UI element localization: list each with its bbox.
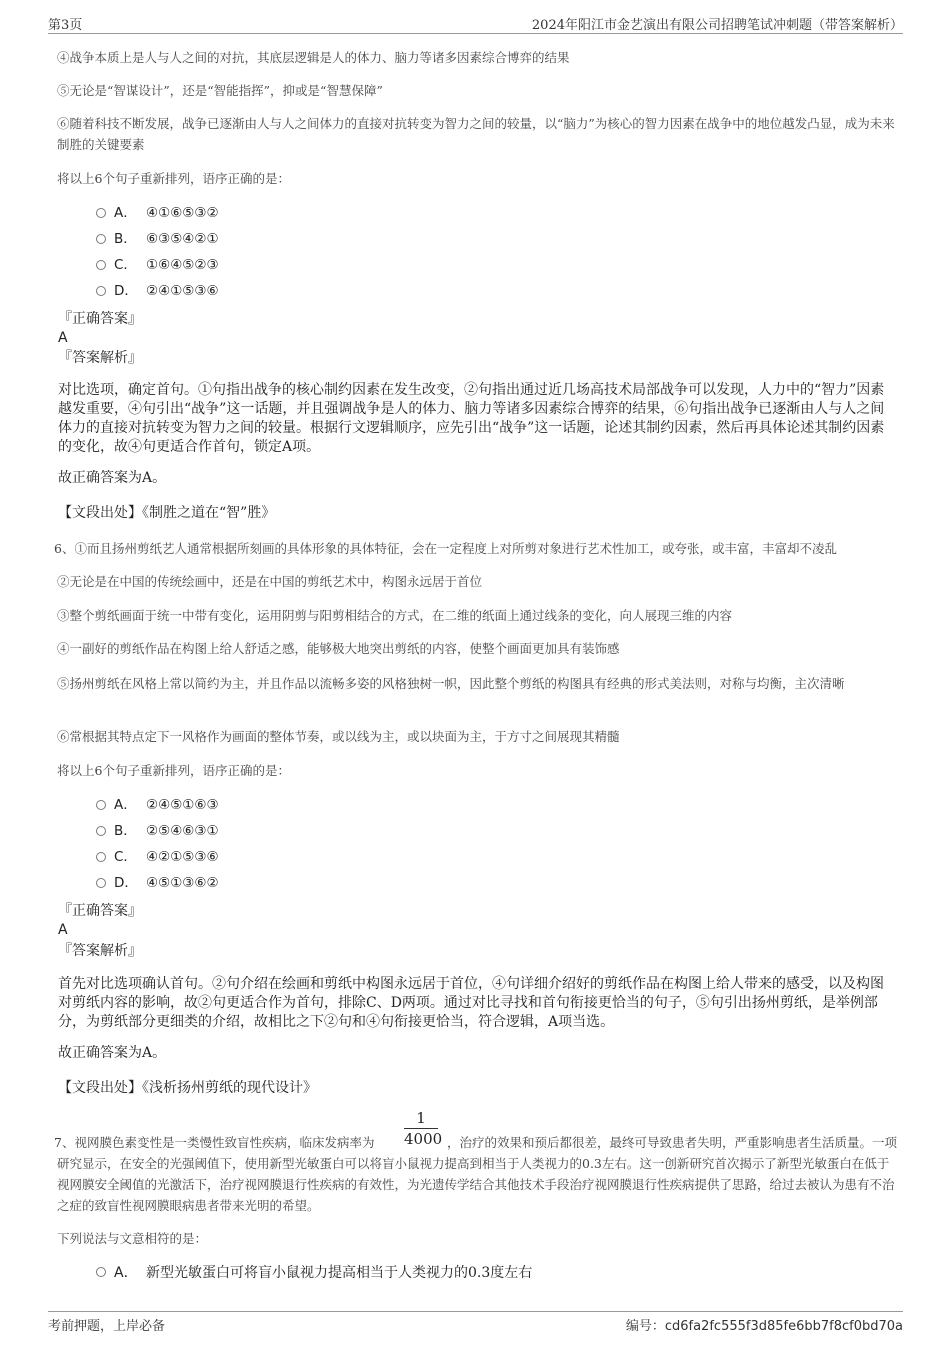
document-title: 2024年阳江市金艺演出有限公司招聘笔试冲刺题（带答案解析） <box>531 18 903 33</box>
q5-answer-label: 『正确答案』 <box>58 311 142 327</box>
q5-option-d[interactable]: D． ②④①⑤③⑥ <box>96 281 219 301</box>
q6-analysis-label: 『答案解析』 <box>58 943 142 959</box>
q5-sentence-4: ④战争本质上是人与人之间的对抗，其底层逻辑是人的体力、脑力等诸多因素综合博弈的结果 <box>57 50 570 65</box>
q6-sentence-3: ③整个剪纸画面于统一中带有变化，运用阴剪与阳剪相结合的方式，在二维的纸面上通过线条的变化，向人展现三维的内容 <box>57 608 733 623</box>
q6-option-d[interactable]: D． ④⑤①③⑥② <box>96 873 219 893</box>
document-code-label: 编号： <box>625 1319 665 1334</box>
q5-analysis: 对比选项，确定首句。①句指出战争的核心制约因素在发生改变，②句指出通过近几场高技术局部战争可以发现，人力中的“智力”因素越发重要，④句引出“战争”这一话题，并且强调战争是人的体力、脑力等诸多因素综合博弈的结果，⑥句指出战争已逐渐由人与人之间体力的直接对抗转变为智力之间的较量。根据行文逻辑顺序，应先引出“战争”这一话题，论述其制约因素，然后再具体论述其制约因素的变化，故④句更适合作首句，锁定A项。 <box>58 382 885 455</box>
radio-icon[interactable] <box>96 826 106 836</box>
document-code <box>626 1315 903 1334</box>
q6-sentence-6: ⑥常根据其特点定下一风格作为画面的整体节奏，或以线为主，或以块面为主，于方寸之间展现其精髓 <box>57 729 620 744</box>
radio-icon[interactable] <box>96 208 106 218</box>
radio-icon[interactable] <box>96 852 106 862</box>
radio-icon[interactable] <box>96 234 106 244</box>
q6-sentence-5: ⑤扬州剪纸在风格上常以简约为主，并且作品以流畅多姿的风格独树一帜，因此整个剪纸的构图具有经典的形式美法则，对称与均衡，主次清晰 <box>57 676 845 691</box>
q6-option-b[interactable]: B． ②⑤④⑥③① <box>96 821 219 841</box>
radio-icon[interactable] <box>96 260 106 270</box>
q6-answer: A <box>58 922 68 938</box>
q6-source: 【文段出处】《浅析扬州剪纸的现代设计》 <box>58 1080 317 1096</box>
q5-prompt: 将以上6个句子重新排列，语序正确的是： <box>57 171 290 186</box>
q7-option-a[interactable]: A． 新型光敏蛋白可将盲小鼠视力提高相当于人类视力的0.3度左右 <box>96 1263 532 1283</box>
document-code-value: cd6fa2fc555f3d85fe6bb7f8cf0bd70a <box>664 1319 903 1334</box>
fraction-bar <box>404 1128 438 1129</box>
q5-source: 【文段出处】《制胜之道在“智”胜》 <box>58 505 276 521</box>
radio-icon[interactable] <box>96 800 106 810</box>
q6-sentence-1: 6、①而且扬州剪纸艺人通常根据所刻画的具体形象的具体特征，会在一定程度上对所剪对象进行艺术性加工，或夸张，或丰富，丰富却不凌乱 <box>54 541 837 556</box>
page-header <box>48 11 903 34</box>
q5-option-b[interactable]: B． ⑥③⑤④②① <box>96 229 219 249</box>
q7-prompt: 下列说法与文意相符的是： <box>57 1231 208 1246</box>
q6-prompt: 将以上6个句子重新排列，语序正确的是： <box>57 763 290 778</box>
q6-sentence-2: ②无论是在中国的传统绘画中，还是在中国的剪纸艺术中，构图永远居于首位 <box>57 574 483 589</box>
q6-conclusion: 故正确答案为A。 <box>58 1045 167 1061</box>
q5-sentence-5: ⑤无论是“智谋设计”，还是“智能指挥”，抑或是“智慧保障” <box>57 83 383 98</box>
q5-option-a[interactable]: A． ④①⑥⑤③② <box>96 203 219 223</box>
q5-sentence-6: ⑥随着科技不断发展，战争已逐渐由人与人之间体力的直接对抗转变为智力之间的较量，以“脑力”为核心的智力因素在战争中的地位越发凸显，成为未来制胜的关键要素 <box>57 116 895 152</box>
q5-conclusion: 故正确答案为A。 <box>58 470 167 486</box>
fraction-denominator: 4000 <box>404 1130 443 1148</box>
radio-icon[interactable] <box>96 878 106 888</box>
fraction-numerator: 1 <box>416 1109 426 1127</box>
page-number: 第3页 <box>48 18 83 33</box>
footer-slogan: 考前押题，上岸必备 <box>48 1319 166 1334</box>
q6-sentence-4: ④一副好的剪纸作品在构图上给人舒适之感，能够极大地突出剪纸的内容，使整个画面更加具有装饰感 <box>57 641 620 656</box>
q6-option-a[interactable]: A． ②④⑤①⑥③ <box>96 795 219 815</box>
q6-answer-label: 『正确答案』 <box>58 903 142 919</box>
radio-icon[interactable] <box>96 1267 106 1277</box>
q6-analysis: 首先对比选项确认首句。②句介绍在绘画和剪纸中构图永远居于首位，④句详细介绍好的剪纸作品在构图上给人带来的感受，以及构图对剪纸内容的影响，故②句更适合作为首句，排除C、D两项。通过对比寻找和首句衔接更恰当的句子，⑤句引出扬州剪纸，是举例部分，为剪纸部分更细类的介绍，故相比之下②句和④句衔接更恰当，符合逻辑，A项当选。 <box>58 976 884 1030</box>
q5-option-c[interactable]: C． ①⑥④⑤②③ <box>96 255 219 275</box>
page-footer <box>48 1311 903 1334</box>
q7-intro-rest: ，治疗的效果和预后都很差，最终可导致患者失明，严重影响患者生活质量。一项研究显示，在安全的光强阈值下，使用新型光敏蛋白可以将盲小鼠视力提高到相当于人类视力的0.3左右。这一创新研究首次揭示了新型光敏蛋白在低于视网膜安全阈值的光激活下，治疗视网膜退行性疾病的有效性，为光遗传学结合其他技术手段治疗视网膜退行性疾病提供了思路，给过去被认为患有不治之症的致盲性视网膜眼病患者带来光明的希望。 <box>57 1135 898 1213</box>
q6-option-c[interactable]: C． ④②①⑤③⑥ <box>96 847 219 867</box>
q5-analysis-label: 『答案解析』 <box>58 350 142 366</box>
q7-intro-start: 7、视网膜色素变性是一类慢性致盲性疾病，临床发病率为 <box>54 1135 375 1150</box>
radio-icon[interactable] <box>96 286 106 296</box>
q5-answer: A <box>58 330 68 346</box>
